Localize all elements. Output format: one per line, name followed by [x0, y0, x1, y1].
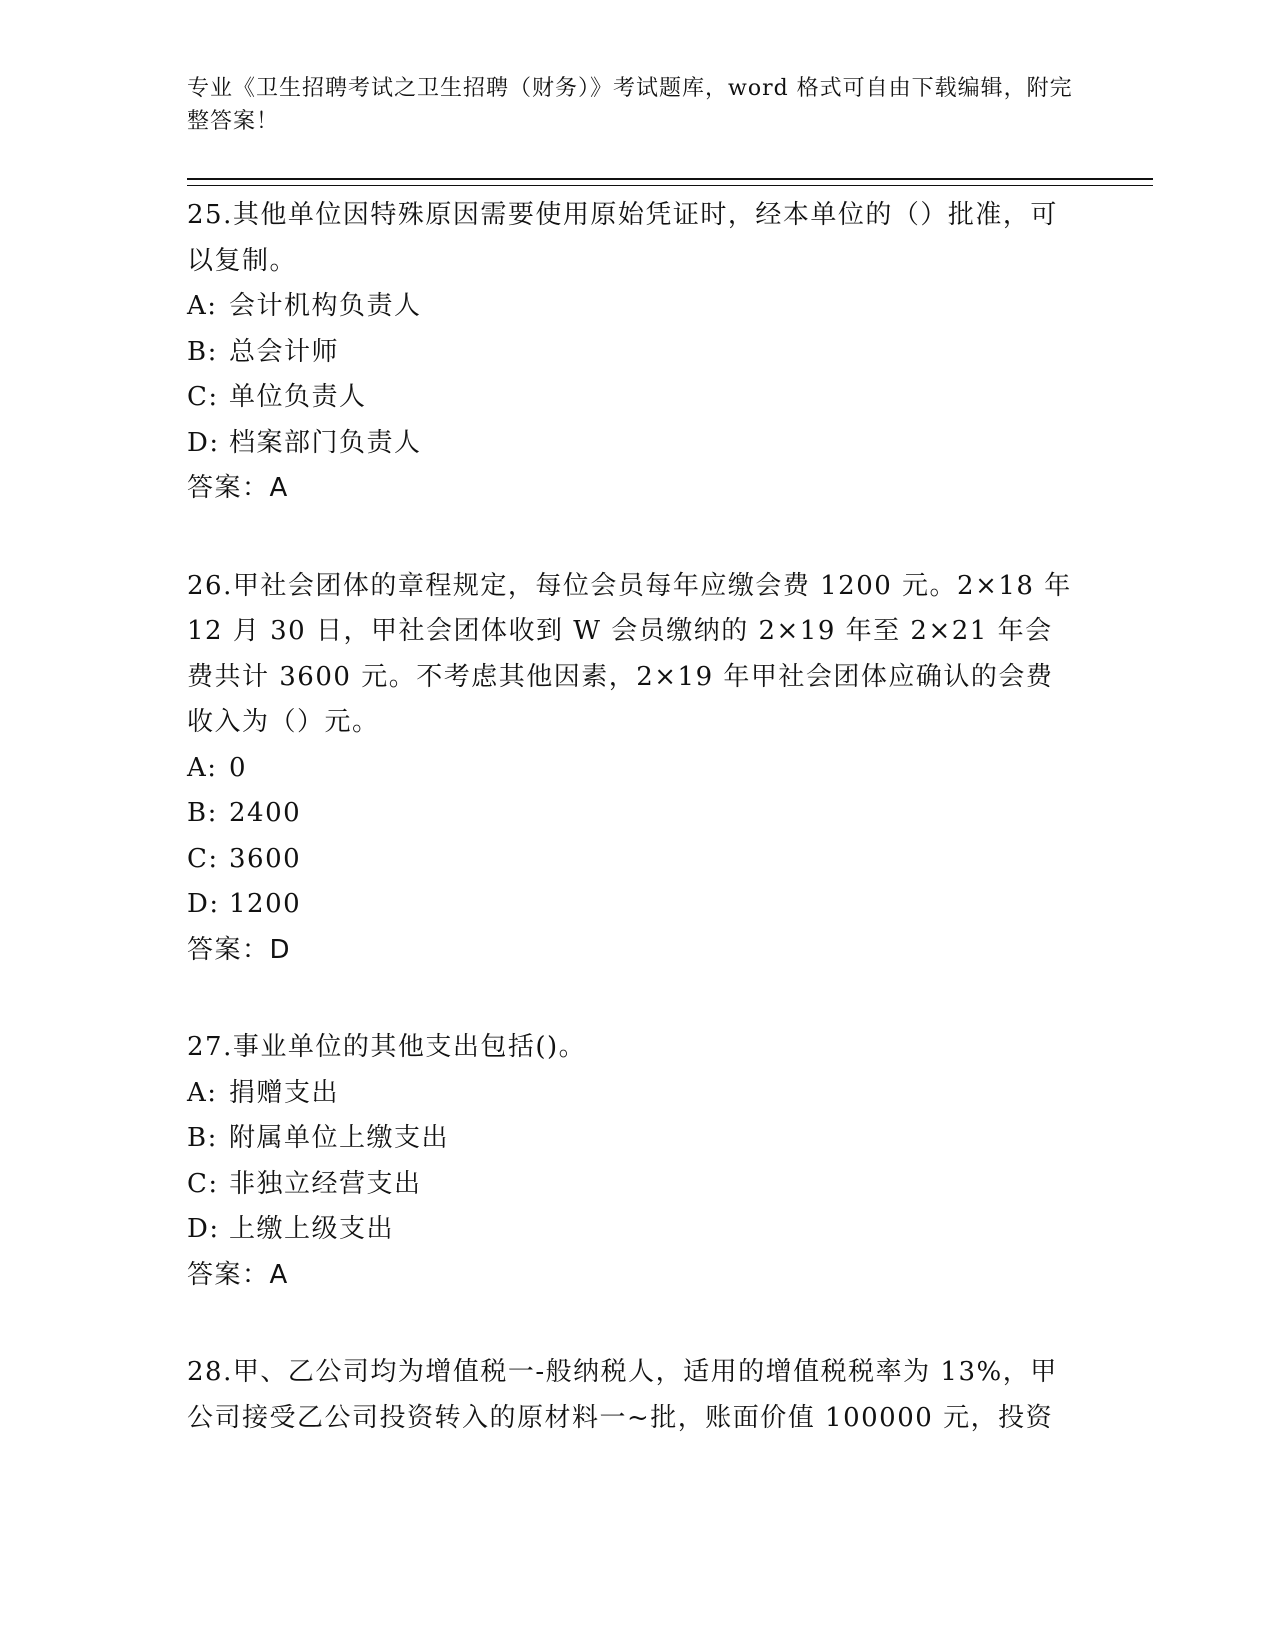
answer-line: 答案：A: [187, 473, 289, 503]
option-d: [187, 882, 1077, 928]
option-letter: A:: [187, 291, 218, 321]
option-text: 3600: [229, 843, 302, 874]
option-letter: A:: [187, 1077, 218, 1108]
question-stem: 28.甲、乙公司均为增值税一-般纳税人，适用的增值税税率为 13%，甲公司接受乙公司投资转入的原材料一~批，账面价值 100000 元，投资: [187, 1357, 1058, 1433]
option-a: [187, 746, 1077, 792]
option-text: 上缴上级支出: [229, 1214, 395, 1244]
header-divider: [187, 178, 1153, 186]
option-letter: C:: [187, 382, 219, 412]
option-a: [187, 284, 1077, 330]
option-text: 附属单位上缴支出: [229, 1123, 450, 1153]
question-26: [187, 564, 1077, 974]
option-letter: D:: [187, 427, 220, 458]
question-27: [187, 1025, 1077, 1298]
option-c: [187, 837, 1077, 883]
option-letter: C:: [187, 1168, 219, 1199]
option-letter: D:: [187, 1214, 220, 1244]
option-d: [187, 1207, 1077, 1253]
option-letter: A:: [187, 752, 218, 783]
answer-line: 答案：D: [187, 934, 292, 965]
option-text: 1200: [229, 889, 302, 919]
option-text: 总会计师: [229, 336, 340, 367]
option-c: [187, 375, 1077, 421]
option-b: [187, 330, 1077, 376]
question-list: [187, 193, 1077, 1493]
option-text: 会计机构负责人: [229, 291, 422, 321]
question-28: [187, 1350, 1077, 1441]
document-header: 专业《卫生招聘考试之卫生招聘（财务）》考试题库，word 格式可自由下载编辑，附完整答案！: [187, 76, 1073, 134]
question-stem: 27.事业单位的其他支出包括()。: [187, 1032, 587, 1062]
option-letter: B:: [187, 798, 218, 828]
option-text: 捐赠支出: [229, 1077, 340, 1108]
option-d: [187, 421, 1077, 467]
option-letter: D:: [187, 889, 220, 919]
option-text: 非独立经营支出: [229, 1168, 422, 1199]
option-text: 单位负责人: [229, 382, 367, 412]
option-b: [187, 791, 1077, 837]
question-stem: 25.其他单位因特殊原因需要使用原始凭证时，经本单位的（）批准，可以复制。: [187, 200, 1058, 276]
option-text: 档案部门负责人: [229, 427, 422, 458]
option-text: 0: [229, 752, 248, 783]
option-letter: B:: [187, 1123, 218, 1153]
answer-line: 答案：A: [187, 1259, 289, 1290]
option-a: [187, 1071, 1077, 1117]
option-c: [187, 1162, 1077, 1208]
option-letter: B:: [187, 336, 218, 367]
option-letter: C:: [187, 843, 219, 874]
question-25: [187, 193, 1077, 512]
option-b: [187, 1116, 1077, 1162]
option-text: 2400: [229, 798, 302, 828]
question-stem: 26.甲社会团体的章程规定，每位会员每年应缴会费 1200 元。2×18 年 12 月 30 日，甲社会团体收到 W 会员缴纳的 2×19 年至 2×21 年会费共计 3600 元。不考虑其他因素，2×19 年甲社会团体应确认的会费收入为（）元。: [187, 570, 1072, 737]
